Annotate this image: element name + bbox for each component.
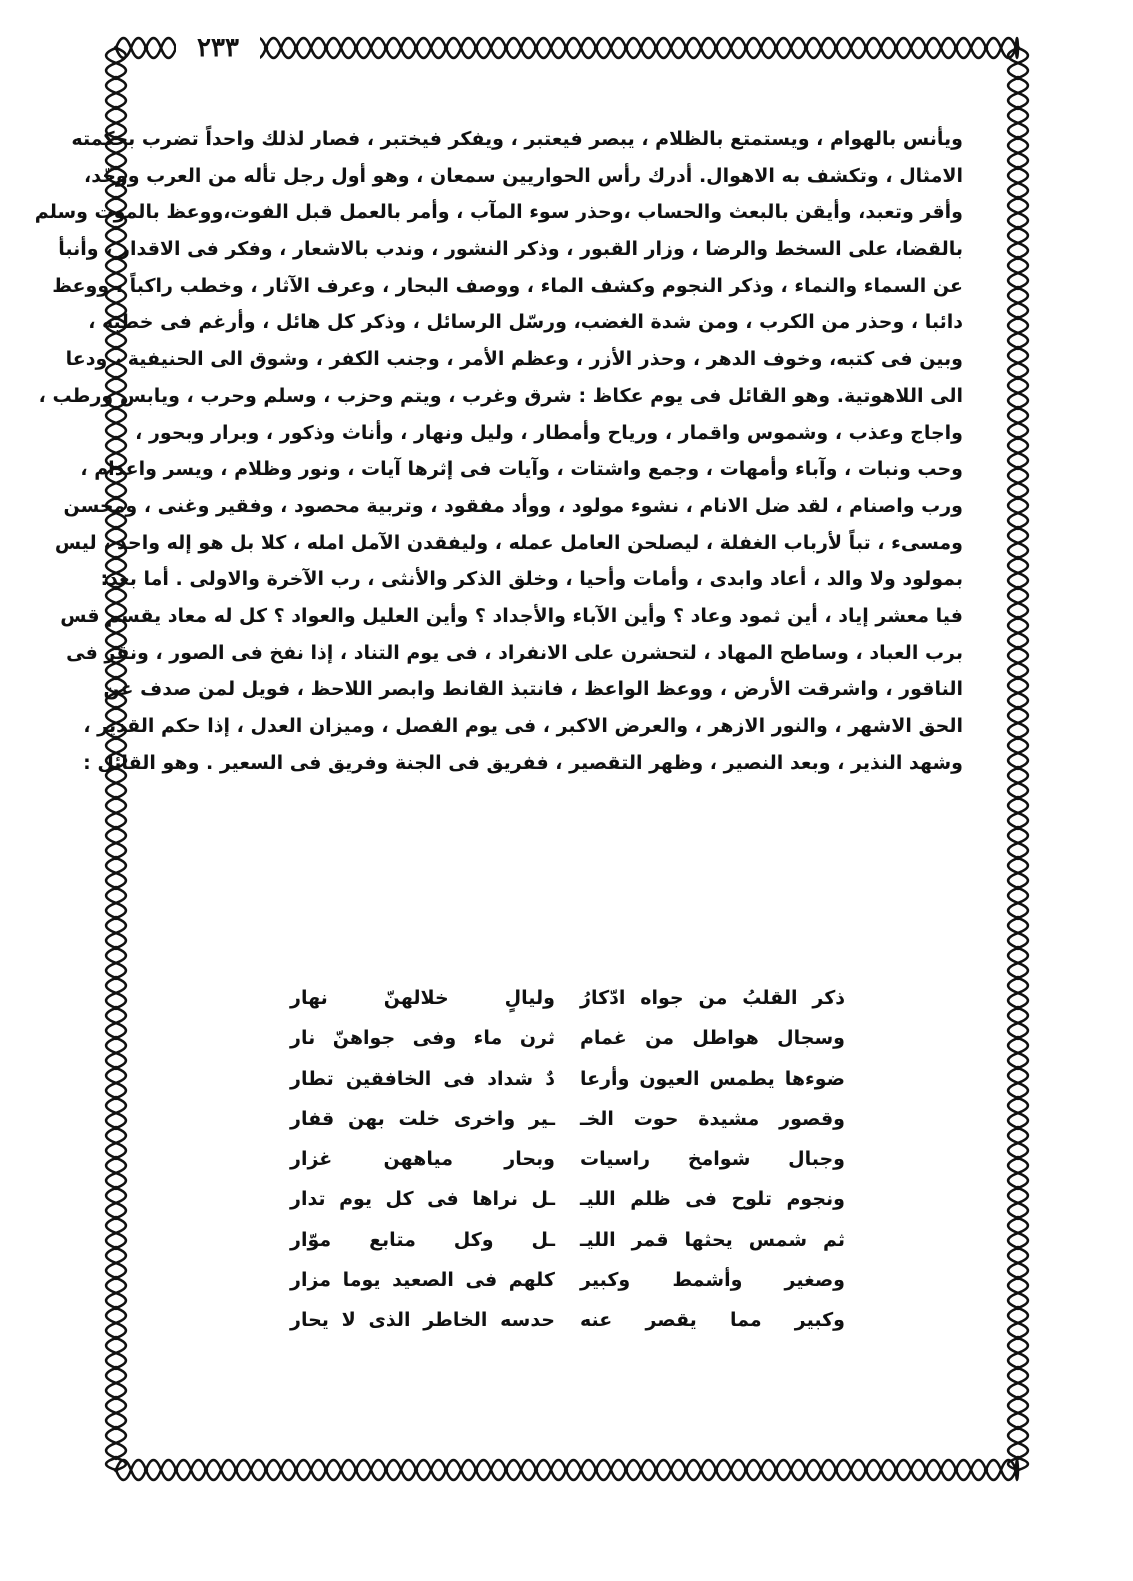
text-line: ورب واصنام ، لقد ضل الانام ، نشوء مولود ، ووأد مفقود ، وتربية محصود ، وفقير وغنى ، ومحسن <box>63 494 963 517</box>
text-line: بمولود ولا والد ، أعاد وابدى ، وأمات وأحيا ، وخلق الذكر والأنثى ، رب الآخرة والاولى . أما بعد: <box>100 568 963 591</box>
verse-second-hemistich: ثرن ماء وفى جواهنّ نار <box>290 1027 555 1050</box>
verse-second-hemistich: ـل وكل متابع موّار <box>290 1228 555 1251</box>
verse-second-hemistich: وليالٍ خلالهنّ نهار <box>290 987 555 1009</box>
verse-first-hemistich: وصغير وأشمط وكبير <box>580 1269 845 1292</box>
text-line: الحق الاشهر ، والنور الازهر ، والعرض الاكبر ، فى يوم الفصل ، وميزان العدل ، إذا حكم القدير ، <box>83 715 963 737</box>
verse-first-hemistich: ضوءها يطمس العيون وأرعا <box>580 1067 845 1090</box>
text-line: واجاج وعذب ، وشموس واقمار ، ورياح وأمطار ، وليل ونهار ، وأناث وذكور ، وبرار وبحور ، <box>135 421 963 444</box>
verse-first-hemistich: ثم شمس يحثها قمر الليـ <box>580 1228 845 1251</box>
text-line: وأقر وتعبد، وأيقن بالبعث والحساب ،وحذر سوء المآب ، وأمر بالعمل قبل الفوت،ووعظ بالموت وسلم <box>34 201 963 224</box>
verse-first-hemistich: ذكر القلبُ من جواه ادّكارُ <box>580 987 845 1009</box>
prose-block <box>34 121 963 781</box>
verse-second-hemistich: ـل نراها فى كل يوم تدار <box>290 1188 555 1211</box>
verse-line <box>290 1059 845 1099</box>
verse-second-hemistich: كلهم فى الصعيد يوما مزار <box>290 1269 555 1292</box>
text-line: الناقور ، واشرقت الأرض ، ووعظ الواعظ ، فانتبذ القانط وابصر اللاحظ ، فويل لمن صدف عن <box>103 678 963 701</box>
text-line: الامثال ، وتكشف به الاهوال. أدرك رأس الحواريين سمعان ، وهو أول رجل تأله من العرب ووحّد، <box>84 164 963 187</box>
verse-line <box>290 1139 845 1179</box>
text-line: ومسىء ، تباً لأرباب الغفلة ، ليصلحن العامل عمله ، وليفقدن الآمل امله ، كلا بل هو إله واحد ، ليس <box>54 531 963 554</box>
verse-first-hemistich: وسجال هواطل من غمام <box>580 1027 845 1050</box>
page-number: ٢٣٣ <box>176 30 260 66</box>
text-line: بالقضا، على السخط والرضا ، وزار القبور ، وذكر النشور ، وندب بالاشعار ، وفكر فى الاقدار ، وأنبأ <box>58 238 963 261</box>
text-line: دائبا ، وحذر من الكرب ، ومن شدة الغضب، ورسّل الرسائل ، وذكر كل هائل ، وأرغم فى خطبه ، <box>88 311 963 334</box>
verse-second-hemistich: وبحار مياههن غزار <box>290 1148 555 1171</box>
poem-verses <box>290 978 845 1341</box>
verse-line <box>290 1260 845 1300</box>
verse-first-hemistich: ونجوم تلوح فى ظلم الليـ <box>580 1188 845 1211</box>
verse-line <box>290 978 845 1018</box>
text-line: ويأنس بالهوام ، ويستمتع بالظلام ، يبصر فيعتبر ، ويفكر فيختبر ، فصار لذلك واحداً تضرب بحكمته <box>71 128 963 150</box>
text-line: الى اللاهوتية. وهو القائل فى يوم عكاظ : شرق وغرب ، ويتم وحزب ، وسلم وحرب ، ويابس ورطب ، <box>38 384 963 407</box>
text-line: فيا معشر إياد ، أين ثمود وعاد ؟ وأين الآباء والأجداد ؟ وأين العليل والعواد ؟ كل له معاد يقسم قس <box>60 604 963 627</box>
verse-first-hemistich: وكبير مما يقصر عنه <box>580 1309 845 1332</box>
verse-line <box>290 1300 845 1340</box>
text-line: برب العباد ، وساطح المهاد ، لتحشرن على الانفراد ، فى يوم التناد ، إذا نفخ فى الصور ، ونقر فى <box>66 641 963 664</box>
verse-line <box>290 1099 845 1139</box>
text-line: عن السماء والنماء ، وذكر النجوم وكشف الماء ، ووصف البحار ، وعرف الآثار ، وخطب راكباً ، ووعظ <box>52 274 963 297</box>
verse-line <box>290 1220 845 1260</box>
verse-second-hemistich: دٌ شداد فى الخافقين تطار <box>290 1067 555 1090</box>
verse-second-hemistich: ـير واخرى خلت بهن قفار <box>290 1107 555 1130</box>
verse-second-hemistich: حدسه الخاطر الذى لا يحار <box>290 1309 555 1332</box>
text-line: وبين فى كتبه، وخوف الدهر ، وحذر الأزر ، وعظم الأمر ، وجنب الكفر ، وشوق الى الحنيفية ، ودعا <box>65 348 963 371</box>
verse-first-hemistich: وقصور مشيدة حوت الخـ <box>580 1107 845 1130</box>
verse-line <box>290 1018 845 1058</box>
verse-first-hemistich: وجبال شوامخ راسيات <box>580 1148 845 1171</box>
text-line: وشهد النذير ، وبعد النصير ، وظهر التقصير ، ففريق فى الجنة وفريق فى السعير . وهو القائل : <box>83 751 963 774</box>
verse-line <box>290 1179 845 1219</box>
text-line: وحب ونبات ، وآباء وأمهات ، وجمع واشتات ، وآيات فى إثرها آيات ، ونور وظلام ، ويسر واعدام ، <box>80 458 963 481</box>
